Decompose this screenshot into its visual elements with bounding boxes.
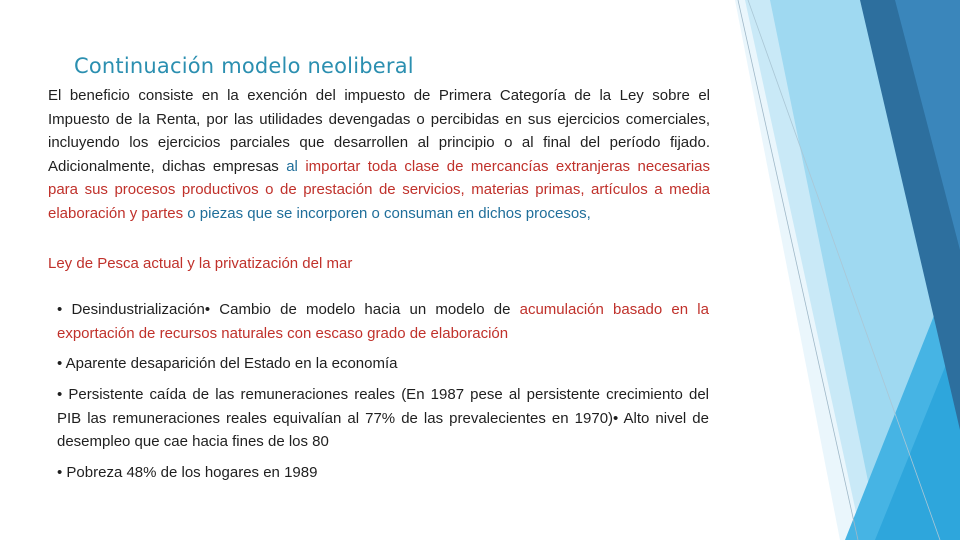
bullet-text-red: acumulación basado en la exportación de recursos naturales con escaso grado de elaboración (57, 301, 709, 342)
paragraph-text-blue-1: al (286, 157, 306, 175)
bullet-estado: • Aparente desaparición del Estado en la economía (57, 355, 398, 372)
paragraph-text-red: importar toda clase de mercancías extranjeras necesarias para sus procesos productivos o de prestación de servicios, materias primas, artículos a media elaboración y partes (48, 157, 711, 222)
bullet-text: • Desindustrialización• Cambio de modelo hacia un modelo de (57, 301, 520, 318)
main-paragraph (48, 84, 710, 225)
bullet-pobreza: • Pobreza 48% de los hogares en 1989 (57, 464, 318, 481)
slide-title: Continuación modelo neoliberal (74, 54, 414, 78)
bullet-remuneraciones (57, 383, 709, 454)
paragraph-text-blue-2: o piezas que se incorporen o consuman en dichos procesos, (183, 204, 591, 222)
paragraph-text-black: El beneficio consiste en la exención del impuesto de Primera Categoría de la Ley sobre el Impuesto de la Renta, por las utilidades devengadas o percibidas en sus ejercicios comerciales, incluyendo los ejercicios parciales que desarrollen al principio o al final del período fijado. Adicionalmente, dichas empresas (48, 87, 710, 175)
bullet-text: • Persistente caída de las remuneraciones reales (En 1987 pese al persistente crecimiento del PIB las remuneraciones reales equivalían al 77% de las prevalecientes en 1970)• Alto nivel de desempleo que cae hacia fines de los 80 (57, 386, 709, 450)
section-subheading: Ley de Pesca actual y la privatización del mar (48, 255, 353, 272)
bullet-desindustrializacion (57, 298, 709, 345)
